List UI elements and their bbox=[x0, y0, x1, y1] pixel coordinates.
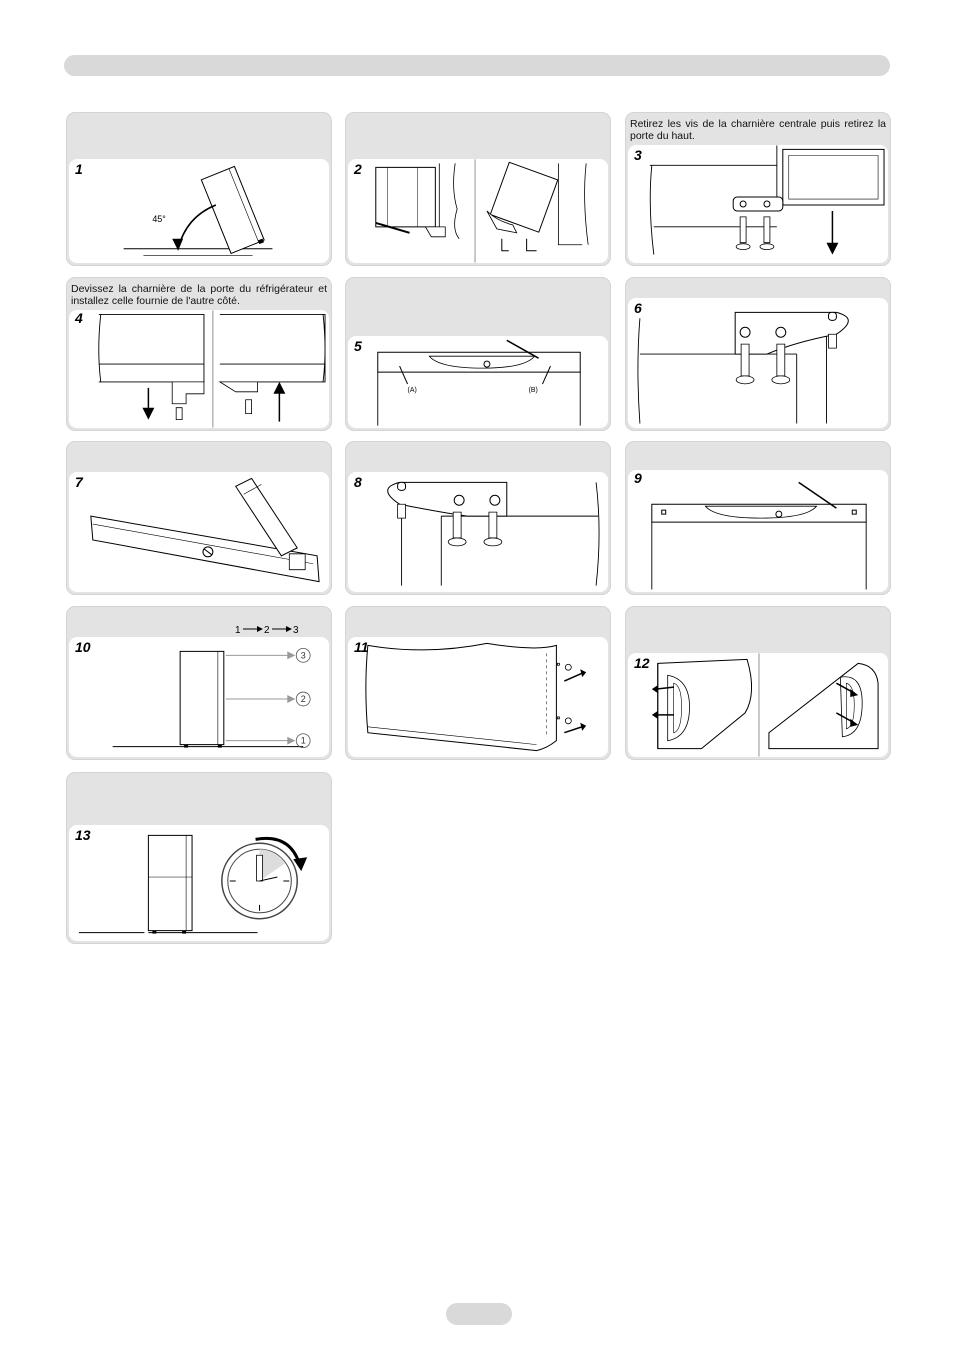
step-12-card bbox=[625, 606, 891, 760]
step-11-number: 11 bbox=[354, 639, 369, 655]
step-4-illustration bbox=[69, 310, 329, 428]
label-a: (A) bbox=[407, 386, 417, 394]
step-2-illustration bbox=[348, 159, 608, 263]
door-handle-drawing bbox=[69, 472, 329, 592]
marker-bottom: 1 bbox=[300, 735, 306, 746]
center-hinge-drawing bbox=[628, 145, 888, 263]
step-10-card bbox=[66, 606, 332, 760]
step-6-illustration bbox=[628, 298, 888, 428]
header-bar bbox=[64, 55, 890, 76]
door-plate-drawing bbox=[628, 653, 888, 757]
step-1-card bbox=[66, 112, 332, 266]
step-10-number: 10 bbox=[75, 639, 91, 655]
marker-top: 3 bbox=[300, 650, 306, 661]
page-number-badge bbox=[446, 1303, 512, 1325]
step-5-number: 5 bbox=[354, 338, 362, 354]
hinge-fixing-drawing bbox=[628, 298, 888, 428]
hinge-removal-drawing bbox=[348, 159, 608, 263]
step-2-card bbox=[345, 112, 611, 266]
step-3-card bbox=[625, 112, 891, 266]
step-5-illustration bbox=[348, 336, 608, 428]
top-cover-refit-drawing bbox=[628, 470, 888, 592]
sequence-step-3: 3 bbox=[293, 625, 299, 636]
step-11-illustration bbox=[348, 637, 608, 757]
door-hinge-swap-drawing bbox=[69, 310, 329, 428]
step-9-card bbox=[625, 441, 891, 595]
step-10-illustration bbox=[69, 637, 329, 757]
hinge-mounting-drawing bbox=[348, 472, 608, 592]
sequence-step-2: 2 bbox=[264, 625, 270, 636]
step-9-number: 9 bbox=[634, 470, 642, 486]
step-12-number: 12 bbox=[634, 655, 650, 671]
step-6-number: 6 bbox=[634, 300, 642, 316]
step-1-number: 1 bbox=[75, 161, 83, 177]
step-5-card bbox=[345, 277, 611, 431]
top-cover-drawing bbox=[348, 336, 608, 428]
step-3-number: 3 bbox=[634, 147, 642, 163]
step-4-number: 4 bbox=[75, 310, 83, 326]
marker-middle: 2 bbox=[300, 693, 306, 704]
label-b: (B) bbox=[528, 386, 538, 394]
step-12-illustration bbox=[628, 653, 888, 757]
step-3-illustration bbox=[628, 145, 888, 263]
door-stopper-drawing bbox=[348, 637, 608, 757]
angle-label: 45° bbox=[152, 213, 166, 224]
step-8-card bbox=[345, 441, 611, 595]
step-7-card bbox=[66, 441, 332, 595]
step-7-illustration bbox=[69, 472, 329, 592]
sequence-diagram bbox=[67, 607, 332, 637]
step-11-card bbox=[345, 606, 611, 760]
step-8-number: 8 bbox=[354, 474, 362, 490]
step-7-number: 7 bbox=[75, 474, 83, 490]
fridge-tilt-drawing bbox=[69, 159, 329, 263]
sequence-step-1: 1 bbox=[235, 625, 241, 636]
door-alignment-drawing bbox=[69, 637, 329, 757]
step-9-illustration bbox=[628, 470, 888, 592]
step-1-illustration bbox=[69, 159, 329, 263]
step-2-number: 2 bbox=[354, 161, 362, 177]
step-13-number: 13 bbox=[75, 827, 91, 843]
step-13-card bbox=[66, 772, 332, 944]
step-3-caption: Retirez les vis de la charnière centrale puis retirez la porte du haut. bbox=[630, 118, 886, 142]
step-8-illustration bbox=[348, 472, 608, 592]
step-6-card bbox=[625, 277, 891, 431]
adjustment-clock-drawing bbox=[69, 825, 329, 941]
step-13-illustration bbox=[69, 825, 329, 941]
step-4-card bbox=[66, 277, 332, 431]
step-4-caption: Devissez la charnière de la porte du réfrigérateur et installez celle fournie de l'autre côté. bbox=[71, 283, 327, 307]
